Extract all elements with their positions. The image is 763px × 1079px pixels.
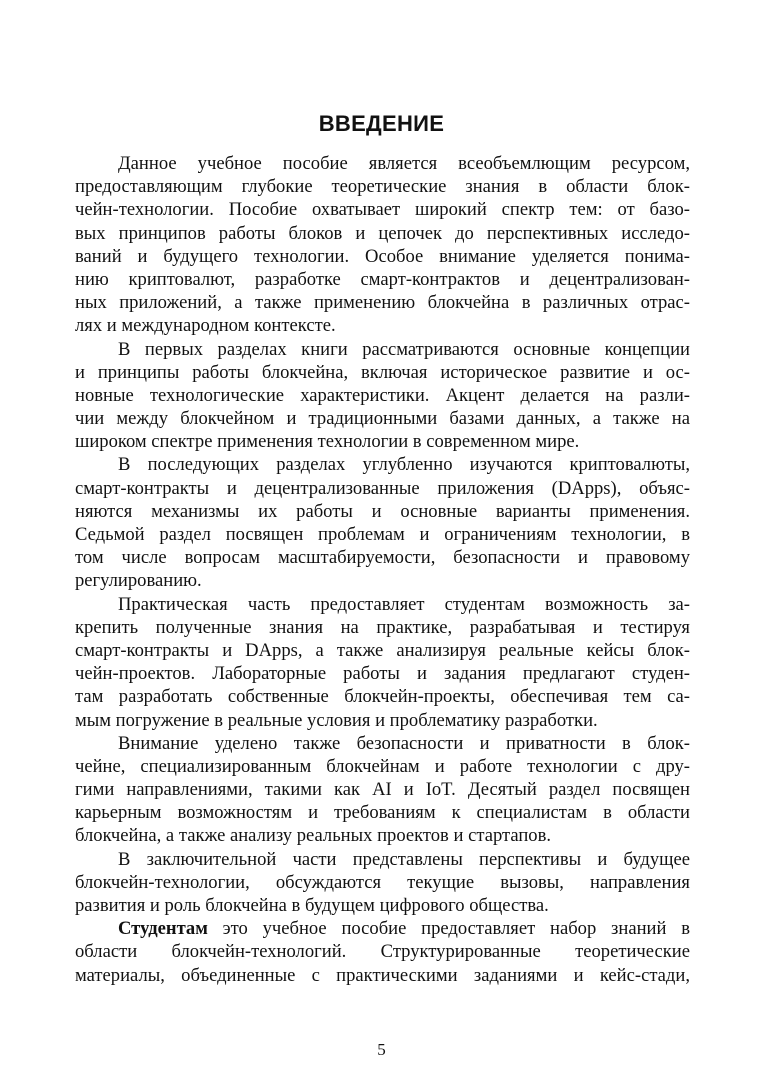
text-line: нию криптовалют, разработке смарт-контрактов и децентрализован- bbox=[75, 268, 690, 290]
text-line bbox=[75, 917, 690, 940]
text-line: В первых разделах книги рассматриваются основные концепции bbox=[118, 338, 690, 360]
text-line: чейн-проектов. Лабораторные работы и задания предлагают студен- bbox=[75, 663, 690, 685]
text-line: Данное учебное пособие является всеобъемлющим ресурсом, bbox=[118, 153, 690, 174]
text-line: лях и международном контексте. bbox=[75, 315, 336, 337]
text-line: смарт-контракты и децентрализованные приложения (DApps), объяс- bbox=[75, 477, 690, 499]
text-line: ваний и будущего технологии. Особое внимание уделяется понима- bbox=[75, 245, 690, 267]
text-line: том числе вопросам масштабируемости, безопасности и правовому bbox=[75, 547, 690, 569]
text-fragment: это учебное пособие предоставляет набор знаний в bbox=[207, 918, 690, 940]
text-line: няются механизмы их работы и основные варианты применения. bbox=[75, 500, 690, 522]
text-line: чейн-технологии. Пособие охватывает широкий спектр тем: от базо- bbox=[75, 199, 690, 221]
text-line: регулированию. bbox=[75, 570, 202, 592]
text-line: чейне, специализированным блокчейнам и работе технологии с дру- bbox=[75, 755, 690, 777]
body-text bbox=[75, 152, 690, 987]
text-line: блокчейн-технологии, обсуждаются текущие вызовы, направления bbox=[75, 871, 690, 893]
text-line: чии между блокчейном и традиционными базами данных, а также на bbox=[75, 408, 690, 430]
text-line: предоставляющим глубокие теоретические знания в области блок- bbox=[75, 176, 690, 198]
text-line: мым погружение в реальные условия и проблематику разработки. bbox=[75, 709, 598, 731]
text-line: вых принципов работы блоков и цепочек до перспективных исследо- bbox=[75, 222, 690, 244]
text-line: области блокчейн-технологий. Структурированные теоретические bbox=[75, 941, 690, 963]
text-line: В последующих разделах углубленно изучаются криптовалюты, bbox=[118, 454, 690, 476]
text-line: карьерным возможностям и требованиям к специалистам в области bbox=[75, 802, 690, 824]
text-line: материалы, объединенные с практическими заданиями и кейс-стади, bbox=[75, 964, 690, 986]
text-line: там разработать собственные блокчейн-проекты, обеспечивая тем са- bbox=[75, 686, 690, 708]
text-line: Практическая часть предоставляет студентам возможность за- bbox=[118, 593, 690, 615]
text-line: Внимание уделено также безопасности и приватности в блок- bbox=[118, 732, 690, 754]
text-line: широком спектре применения технологии в современном мире. bbox=[75, 431, 580, 453]
text-line: и принципы работы блокчейна, включая историческое развитие и ос- bbox=[75, 361, 690, 383]
text-line: гими направлениями, такими как AI и IoT. Десятый раздел посвящен bbox=[75, 779, 690, 801]
text-line: В заключительной части представлены перспективы и будущее bbox=[118, 848, 690, 870]
bold-lead-word: Студентам bbox=[118, 918, 208, 940]
page-number: 5 bbox=[377, 1040, 386, 1059]
text-line: Седьмой раздел посвящен проблемам и ограничениям технологии, в bbox=[75, 524, 690, 545]
text-line: новные технологические характеристики. Акцент делается на разли- bbox=[75, 384, 690, 406]
text-line: ных приложений, а также применению блокчейна в различных отрас- bbox=[75, 292, 690, 314]
page-title: ВВЕДЕНИЕ bbox=[318, 111, 445, 136]
text-line: смарт-контракты и DApps, а также анализируя реальные кейсы блок- bbox=[75, 639, 690, 661]
text-line: крепить полученные знания на практике, разрабатывая и тестируя bbox=[75, 616, 690, 638]
text-line: развития и роль блокчейна в будущем цифрового общества. bbox=[75, 895, 549, 916]
text-line: блокчейна, а также анализу реальных проектов и стартапов. bbox=[75, 825, 552, 847]
